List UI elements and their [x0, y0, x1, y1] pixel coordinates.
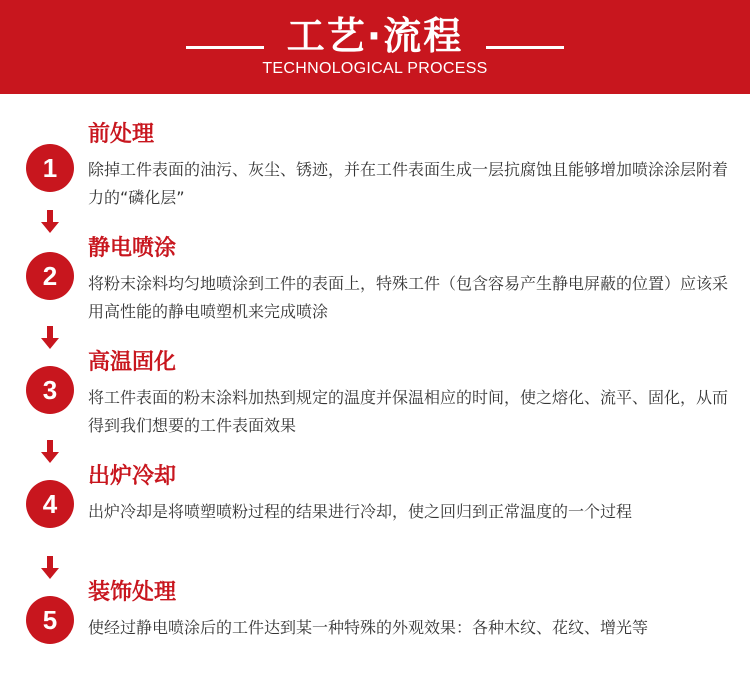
step-description: 将粉末涂料均匀地喷涂到工件的表面上，特殊工件（包含容易产生静电屏蔽的位置）应该采用高性能的静电喷塑机来完成喷涂	[88, 274, 729, 321]
step-description: 将工件表面的粉末涂料加热到规定的温度并保温相应的时间，使之熔化、流平、固化，从而得到我们想要的工件表面效果	[88, 388, 729, 435]
step-number-badge: 4	[26, 480, 74, 528]
step-number-badge: 3	[26, 366, 74, 414]
step-description: 使经过静电喷涂后的工件达到某一种特殊的外观效果：各种木纹、花纹、增光等	[88, 618, 649, 637]
step-description: 出炉冷却是将喷塑喷粉过程的结果进行冷却，使之回归到正常温度的一个过程	[88, 502, 633, 521]
down-arrow-icon	[44, 556, 56, 580]
page-title: 工艺·流程	[286, 14, 464, 58]
down-arrow-icon	[44, 326, 56, 350]
step-number-badge: 2	[26, 252, 74, 300]
step-title: 出炉冷却	[88, 464, 177, 489]
step-number-badge: 5	[26, 596, 74, 644]
step-title: 静电喷涂	[88, 236, 177, 261]
step-description: 除掉工件表面的油污、灰尘、锈迹，并在工件表面生成一层抗腐蚀且能够增加喷涂涂层附着力的“磷化层”	[88, 160, 729, 207]
step-number-badge: 1	[26, 144, 74, 192]
down-arrow-icon	[44, 440, 56, 464]
down-arrow-icon	[44, 210, 56, 234]
title-divider-right	[486, 46, 564, 49]
header-banner	[0, 0, 750, 94]
step-title: 装饰处理	[88, 580, 177, 605]
step-title: 高温固化	[88, 350, 177, 375]
page-subtitle: TECHNOLOGICAL PROCESS	[262, 60, 488, 77]
step-title: 前处理	[88, 122, 155, 147]
